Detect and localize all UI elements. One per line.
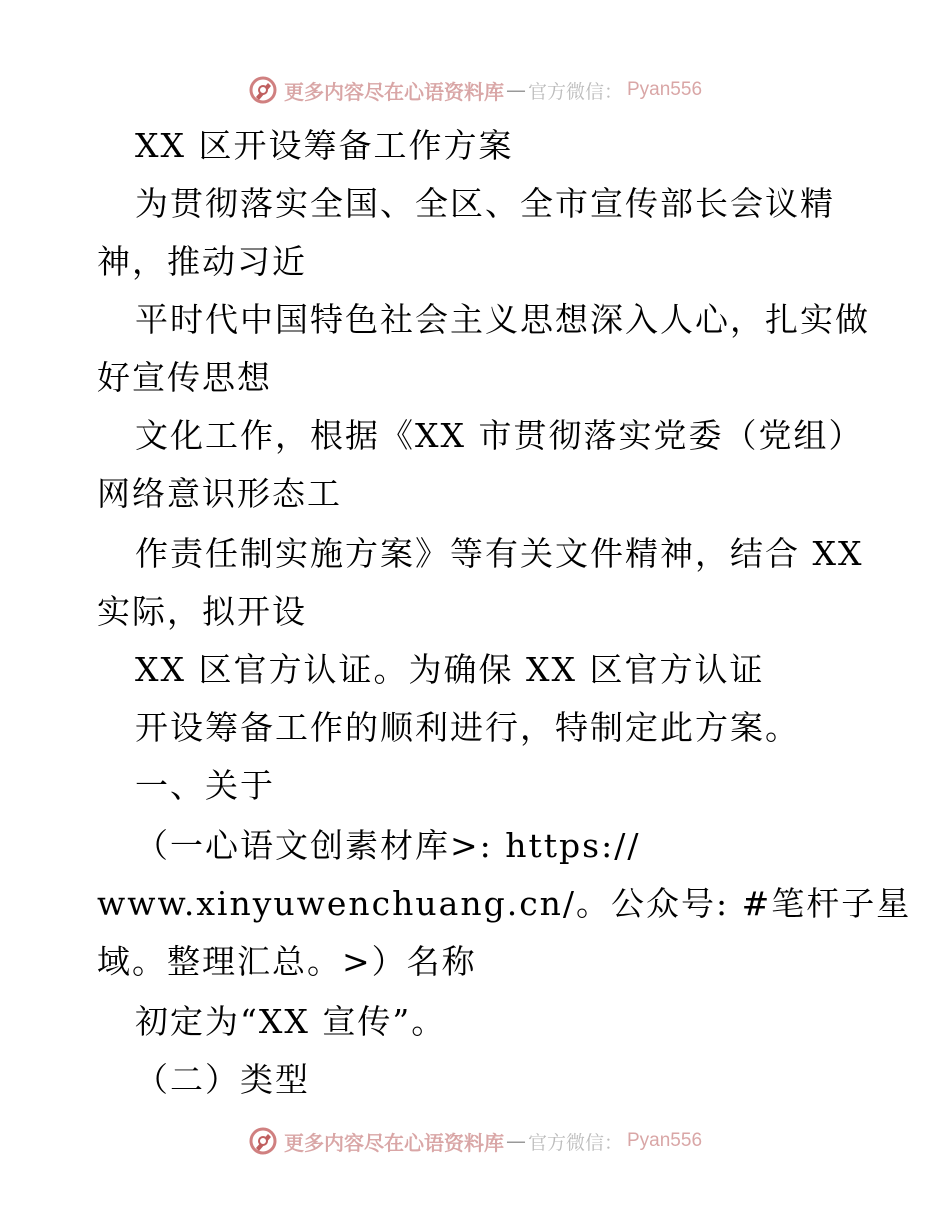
paragraph-line: 神，推动习近 <box>97 242 307 281</box>
paragraph-line: 域。整理汇总。>）名称 <box>97 942 477 981</box>
watermark-contact-label: 官方微信： <box>527 80 623 103</box>
paragraph-line: www.xinyuwenchuang.cn/。公众号: #笔杆子星 <box>97 884 912 923</box>
watermark-header <box>0 70 950 110</box>
paragraph-line: 好宣传思想 <box>97 358 272 397</box>
subsection-heading: （二）类型 <box>135 1060 310 1099</box>
watermark-footer <box>0 1121 950 1161</box>
paragraph-line: （一心语文创素材库>: https:// <box>135 826 641 865</box>
paragraph-line: 为贯彻落实全国、全区、全市宣传部长会议精 <box>135 184 835 223</box>
watermark-separator: — <box>505 78 526 102</box>
paragraph-line: 实际，拟开设 <box>97 592 307 631</box>
paragraph-line: 开设筹备工作的顺利进行，特制定此方案。 <box>135 708 800 747</box>
section-heading: 一、关于 <box>135 766 275 805</box>
paragraph-line: 平时代中国特色社会主义思想深入人心，扎实做 <box>135 300 870 339</box>
watermark-text: 更多内容尽在心语资料库 <box>283 79 504 104</box>
watermark-contact-id: Pyan556 <box>627 79 703 100</box>
watermark-contact-id: Pyan556 <box>627 1130 703 1151</box>
paragraph-line: 文化工作，根据《XX 市贯彻落实党委（党组） <box>135 416 864 455</box>
paragraph-line: XX 区官方认证。为确保 XX 区官方认证 <box>135 650 765 689</box>
watermark-contact-label: 官方微信： <box>527 1131 623 1154</box>
pen-logo-icon <box>248 75 278 105</box>
paragraph-line: 网络意识形态工 <box>97 474 342 513</box>
paragraph-line: 初定为“XX 宣传”。 <box>135 1002 447 1041</box>
watermark-text: 更多内容尽在心语资料库 <box>283 1130 504 1155</box>
pen-logo-icon <box>248 1126 278 1156</box>
watermark-separator: — <box>505 1129 526 1153</box>
document-title: XX 区开设筹备工作方案 <box>135 126 514 165</box>
paragraph-line: 作责任制实施方案》等有关文件精神，结合 XX <box>135 534 864 573</box>
